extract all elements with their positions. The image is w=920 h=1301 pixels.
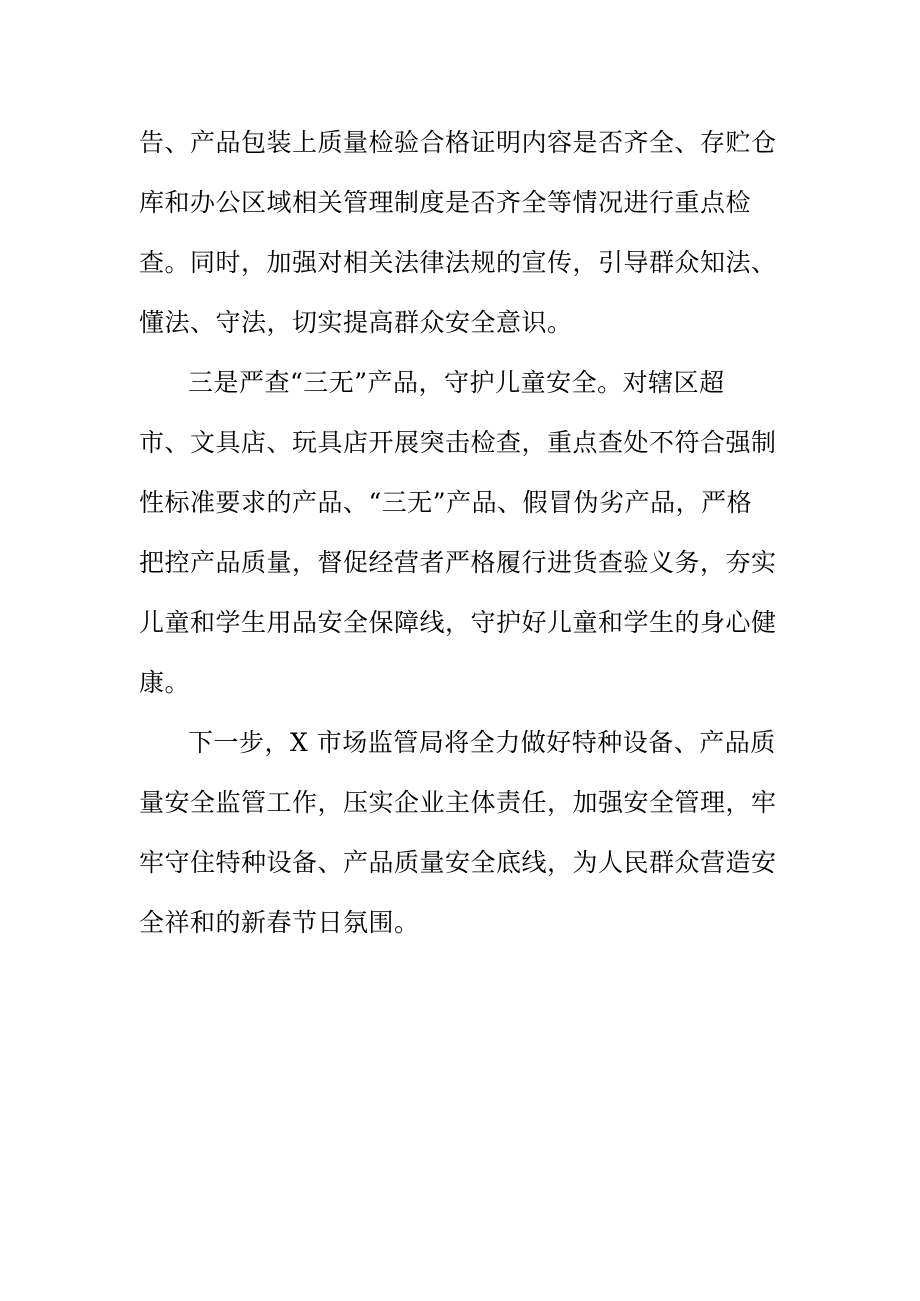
paragraph-2 [139, 361, 789, 721]
text-line: 康。 [139, 668, 191, 697]
text-line: 牢守住特种设备、产品质量安全底线，为人民群众营造安 [139, 848, 777, 877]
paragraph-3 [139, 721, 789, 961]
text-line: 量安全监管工作，压实企业主体责任，加强安全管理，牢 [139, 788, 777, 817]
text-line: 把控产品质量，督促经营者严格履行进货查验义务，夯实 [139, 548, 777, 577]
document-body [139, 121, 789, 961]
text-line: 告、产品包装上质量检验合格证明内容是否齐全、存贮仓 [139, 128, 777, 157]
text-line: 全祥和的新春节日氛围。 [139, 908, 420, 937]
text-line: 市、文具店、玩具店开展突击检查，重点查处不符合强制 [139, 428, 777, 457]
text-line: 查。同时，加强对相关法律法规的宣传，引导群众知法、 [139, 248, 777, 277]
text-line: 三是严查“三无”产品，守护儿童安全。对辖区超 [188, 368, 725, 397]
text-line: 库和办公区域相关管理制度是否齐全等情况进行重点检 [139, 188, 752, 217]
text-line: 性标准要求的产品、“三无”产品、假冒伪劣产品，严格 [139, 488, 753, 517]
text-line: 懂法、守法，切实提高群众安全意识。 [139, 308, 573, 337]
text-line: 儿童和学生用品安全保障线，守护好儿童和学生的身心健 [139, 608, 777, 637]
text-line: 下一步，X 市场监管局将全力做好特种设备、产品质 [188, 728, 776, 757]
paragraph-1 [139, 121, 789, 361]
